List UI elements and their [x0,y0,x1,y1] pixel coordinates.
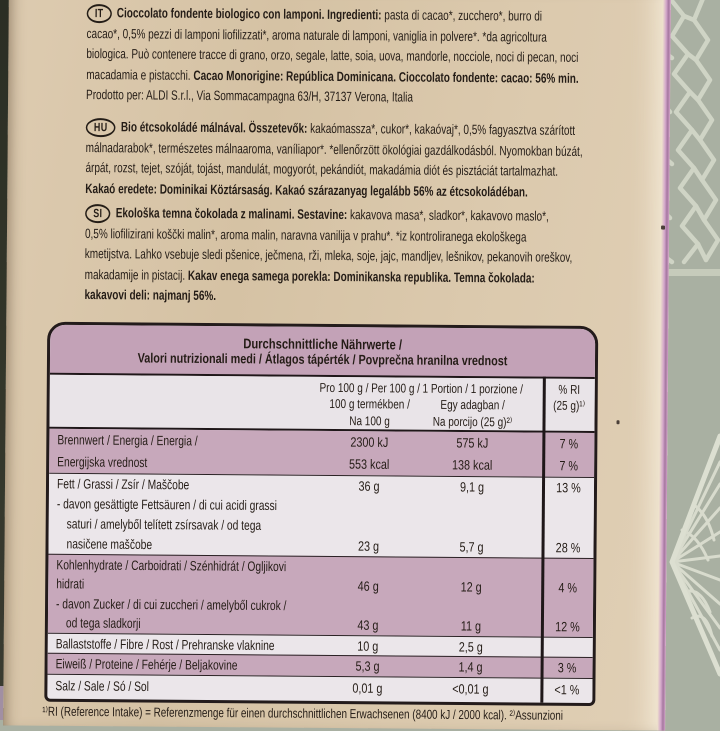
nutrition-table-body [47,429,594,700]
nutrient-label: Kohlenhydrate / Carboidrati / Szénhidrát / Ogljikovi [56,557,286,574]
value-per-portion: 5,7 g [419,539,523,555]
nutrient-label: - davon Zucker / di cui zuccheri / amelyből cukrok / [56,596,286,613]
text-segment: cacao*, 0,5% pezzi di lamponi liofilizzati*, aroma naturale di lamponi, vaniglia in polvere*. *da agricoltura [87,26,547,45]
nutrition-column-headers [49,375,594,433]
text-segment: kakavova masa*, sladkor*, kakavovo maslo*, [347,207,549,224]
nutrient-label: Salz / Sale / Só / Sol [55,678,149,694]
text-segment: kmetijstva. Lahko vsebuje sledi pšenice, ječmena, rži, mleka, soje, jajc, mandljev, lešnikov, pekanovih oreškov, [85,246,573,265]
nutrition-block [47,674,592,700]
value-ri-percent: 3 % [547,660,588,675]
text-segment: Kakav enega samega porekla: Dominikanska republika. Temna čokolada: [188,268,535,286]
value-per-portion: 1,4 g [419,659,523,675]
value-per-100g: 46 g [308,579,428,595]
value-per-100g: 553 kcal [309,456,429,472]
text-segment: kakaómassza*, cukor*, kakaóvaj*, 0,5% fagyasztva szárított [307,121,575,138]
nutrition-title-de: Durchschnittliche Nährwerte / [105,334,541,353]
text-segment: biologica. Può contenere tracce di grano, orzo, segale, latte, soia, uova, mandorle, nocciole, noci di pecan, noci [86,46,578,65]
text-segment: málnadarabok*, természetes málnaaroma, vaníliapor*. *ellenőrzött ökológiai gazdálkodásból. Nyomokban búzát, [86,140,583,159]
label-text-line [85,179,582,203]
nutrient-label: od tega sladkorji [66,616,141,632]
nutrition-block [49,429,594,477]
nutrient-label: Fett / Grassi / Zsír / Maščobe [57,476,189,492]
nutrient-label: hidrati [56,577,84,592]
text-segment: makadamije in pistacij. [85,267,188,283]
language-code-badge: SI [85,204,111,223]
value-ri-percent: 28 % [548,540,589,555]
column-header-line: Egy adagban / [422,397,524,414]
text-segment: Ekološka temna čokolada z malinami. Sestavine: [116,205,348,222]
paper-speck [617,420,620,424]
text-segment: kakavovi deli: najmanj 56%. [84,287,216,303]
value-per-portion: 12 g [419,579,523,595]
value-per-portion: <0,01 g [418,681,522,697]
value-per-100g: 10 g [308,638,428,654]
value-per-100g: 43 g [308,618,428,634]
reference-intake-footnote: ¹⁾RI (Reference Intake) = Referenzmenge für einen durchschnittlichen Erwachsenen (8400 kJ / 2000 kcal). ²⁾Assunzioni [42,704,563,724]
value-per-100g: 23 g [308,538,428,554]
value-per-portion: 575 kJ [420,435,524,451]
text-segment: 0,5% liofilizirani koščki malin*, aroma malin, naravna vanilija v prahu*. *iz kontroliranega ekološkega [85,226,527,244]
label-text-line [84,285,572,309]
text-segment: Bio étcsokoládé málnával. Összetevők: [121,119,308,135]
ingredients-section-it [86,3,720,111]
value-ri-percent: <1 % [546,682,587,697]
text-segment: Kakaó eredete: Dominikai Köztársaság. Kakaó szárazanyag legalább 56% az étcsokoládéban. [85,181,528,199]
value-ri-percent: 7 % [548,458,589,473]
language-code-badge: IT [87,4,112,23]
text-segment: macadamia e pistacchi. [86,67,193,83]
column-header-ri-percent [544,382,595,415]
nutrition-block [48,554,594,637]
value-per-100g: 0,01 g [307,680,427,696]
chocolate-package-back [3,0,671,731]
nutrient-label: Ballaststoffe / Fibre / Rost / Prehranske vlaknine [56,636,275,653]
nutrient-label: nasičene maščobe [66,536,152,552]
nutrient-label: - davon gesättigte Fettsäuren / di cui acidi grassi [57,496,277,513]
value-per-100g: 36 g [309,478,429,494]
column-header-line: % RI [549,382,589,399]
ingredients-section-si [84,203,720,311]
text-segment: Cioccolato fondente biologico con lamponi. Ingredienti: [117,5,382,22]
value-per-portion: 2,5 g [419,639,523,655]
value-ri-percent: 13 % [548,480,589,495]
text-segment: Cacao Monorigine: República Dominicana. Cioccolato fondente: cacao: 56% min. [193,68,578,86]
text-segment: árpát, rozst, tejet, szóját, tojást, mandulát, mogyorót, pekándiót, makadámia diót és pisztáciát tartalmazhat. [85,160,558,179]
text-segment: Prodotto per: ALDI S.r.l., Via Sommacampagna 63/H, 37137 Verona, Italia [86,87,413,105]
column-header-line: 1 Portion / 1 porzione / [422,381,524,398]
value-per-portion: 138 kcal [420,457,524,473]
nutrition-block [48,473,594,558]
nutrient-label: saturi / amelyből telített zsírsavak / od tega [67,516,262,533]
nutrient-label: Energijska vrednost [57,454,147,470]
language-code-badge: HU [86,118,116,137]
nutrition-line [47,675,592,700]
column-header-per-portion [407,381,537,431]
column-header-line: Na porcijo (25 g)²⁾ [422,413,524,430]
column-header-line: Pro 100 g / Per 100 g / [311,380,428,397]
value-per-100g: 2300 kJ [309,434,429,450]
column-header-line: (25 g)¹⁾ [549,398,589,415]
value-ri-percent: 7 % [548,436,589,451]
column-header-line: 100 g termékben / [311,396,428,413]
value-per-portion: 9,1 g [420,479,524,495]
nutrient-label: Eiweiß / Proteine / Fehérje / Beljakovine [56,656,238,672]
text-segment: pasta di cacao*, zucchero*, burro di [381,7,542,23]
nutrition-table [44,322,598,706]
nutrition-table-header [50,325,595,379]
value-ri-percent: 4 % [547,580,588,595]
paper-speck [661,226,665,230]
value-per-100g: 5,3 g [308,658,428,674]
value-ri-percent: 12 % [547,619,588,634]
nutrition-title-multilang: Valori nutrizionali medi / Átlagos tápérték / Povprečna hranilna vrednost [104,350,540,368]
column-header-line: Na 100 g [311,413,428,430]
label-text-line [86,85,579,109]
nutrient-label: Brennwert / Energia / Energia / [57,432,197,448]
value-per-portion: 11 g [419,618,523,634]
ingredients-section-hu [85,117,720,205]
